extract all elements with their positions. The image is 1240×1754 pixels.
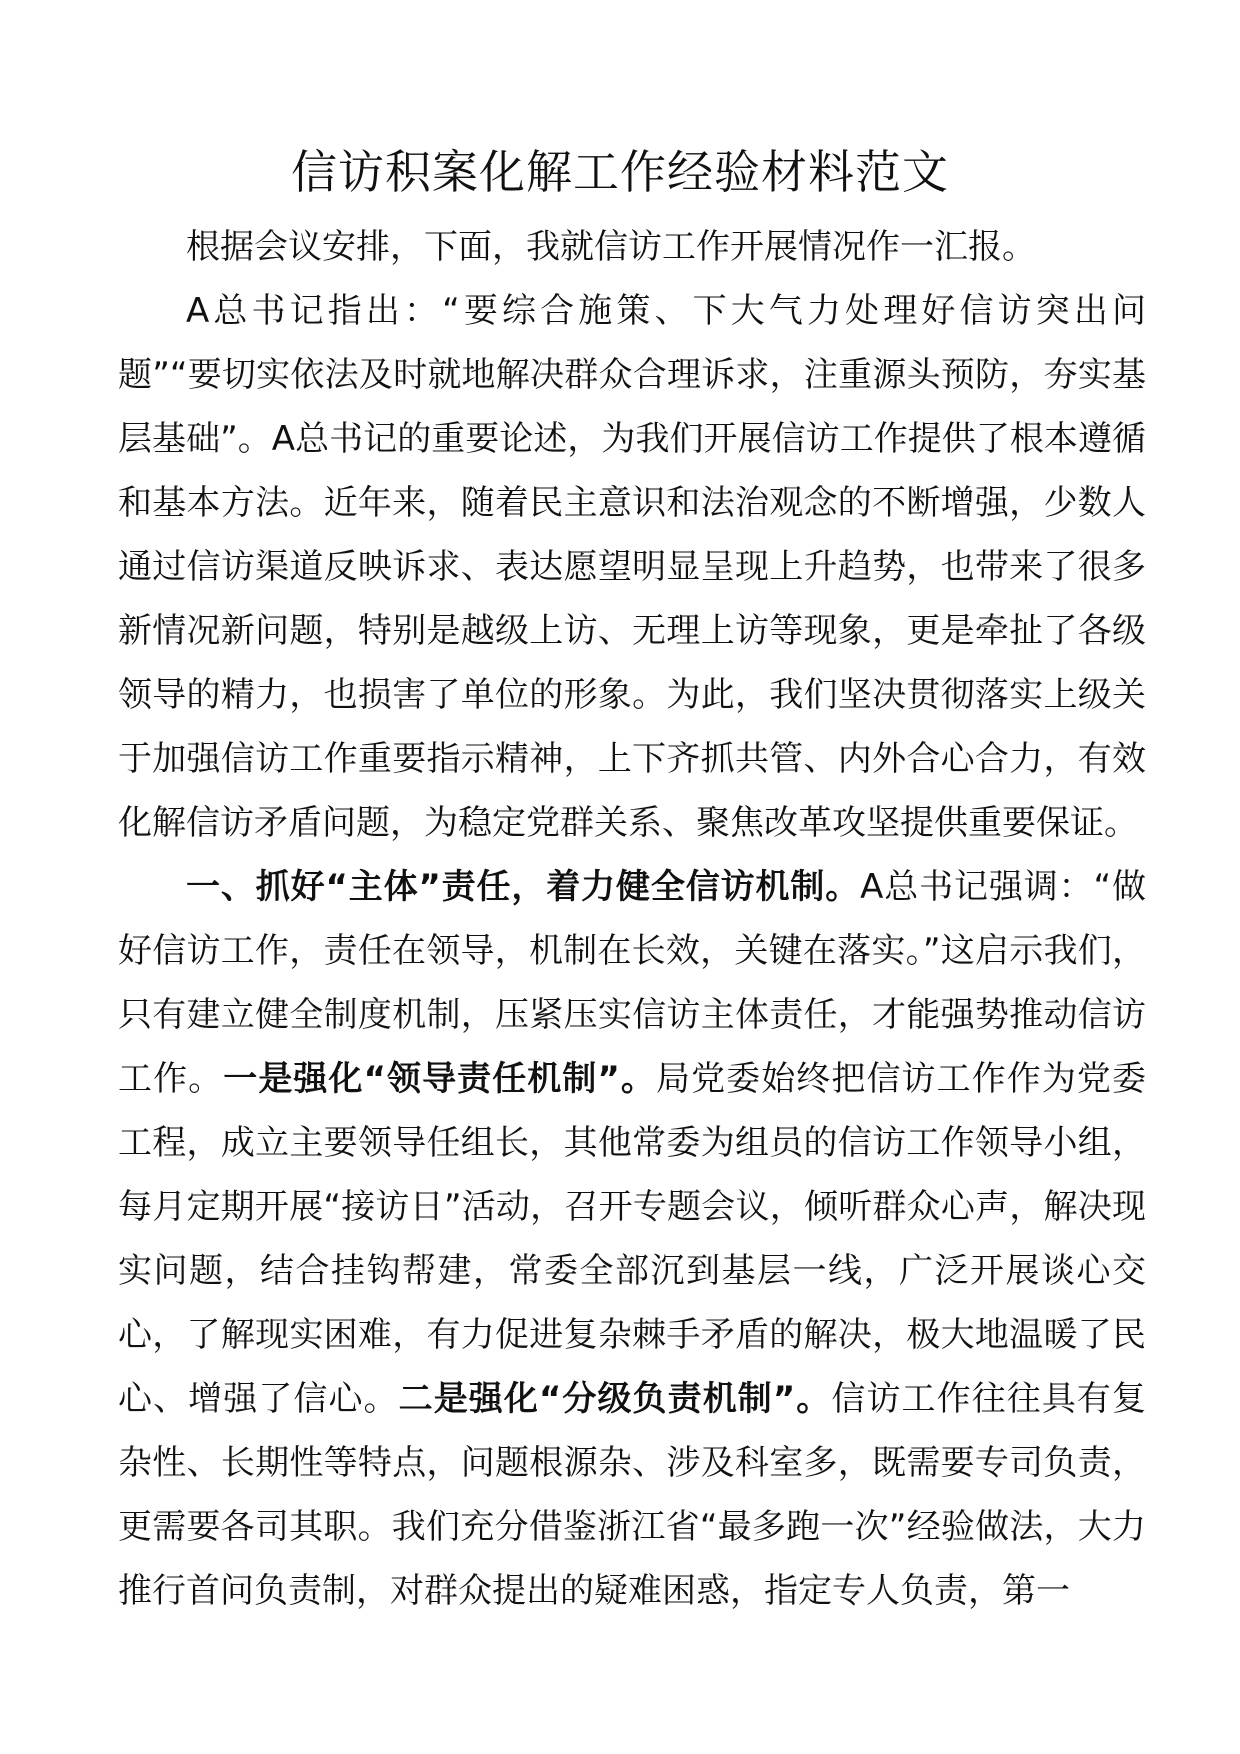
- document-body: [118, 215, 1146, 1623]
- document-title: 信访积案化解工作经验材料范文: [291, 145, 949, 199]
- section-one-text-2: 局党委始终把信访工作作为党委工程，成立主要领导任组长，其他常委为组员的信访工作领导小组，每月定期开展“接访日”活动，召开专题会议，倾听群众心声，解决现实问题，结合挂钩帮建，常委全部沉到基层一线，广泛开展谈心交心，了解现实困难，有力促进复杂棘手矛盾的解决，极大地温暖了民心、增强了信心。: [118, 1059, 1147, 1419]
- section-one-text-3: 信访工作往往具有复杂性、长期性等特点，问题根源杂、涉及科室多，既需要专司负责，更需要各司其职。我们充分借鉴浙江省“最多跑一次”经验做法，大力推行首问负责制，对群众提出的疑难困惑，指定专人负责，第一: [118, 1379, 1147, 1611]
- subpoint-two-heading: 二是强化“分级负责机制”。: [398, 1379, 832, 1419]
- paragraph-background: A总书记指出：“要综合施策、下大气力处理好信访突出问题”“要切实依法及时就地解决群众合理诉求，注重源头预防，夯实基层基础”。A总书记的重要论述，为我们开展信访工作提供了根本遵循和基本方法。近年来，随着民主意识和法治观念的不断增强，少数人通过信访渠道反映诉求、表达愿望明显呈现上升趋势，也带来了很多新情况新问题，特别是越级上访、无理上访等现象，更是牵扯了各级领导的精力，也损害了单位的形象。为此，我们坚决贯彻落实上级关于加强信访工作重要指示精神，上下齐抓共管、内外合心合力，有效化解信访矛盾问题，为稳定党群关系、聚焦改革攻坚提供重要保证。: [118, 291, 1146, 843]
- section-one-heading: 一、抓好“主体”责任，着力健全信访机制。: [186, 867, 861, 907]
- paragraph-section-one: [118, 855, 1146, 1623]
- paragraph-intro: 根据会议安排，下面，我就信访工作开展情况作一汇报。: [186, 227, 1036, 267]
- section-one-text-1: A总书记强调：“做好信访工作，责任在领导，机制在长效，关键在落实。”这启示我们，只有建立健全制度机制，压紧压实信访主体责任，才能强势推动信访工作。: [118, 867, 1146, 1099]
- subpoint-one-heading: 一是强化“领导责任机制”。: [223, 1059, 656, 1099]
